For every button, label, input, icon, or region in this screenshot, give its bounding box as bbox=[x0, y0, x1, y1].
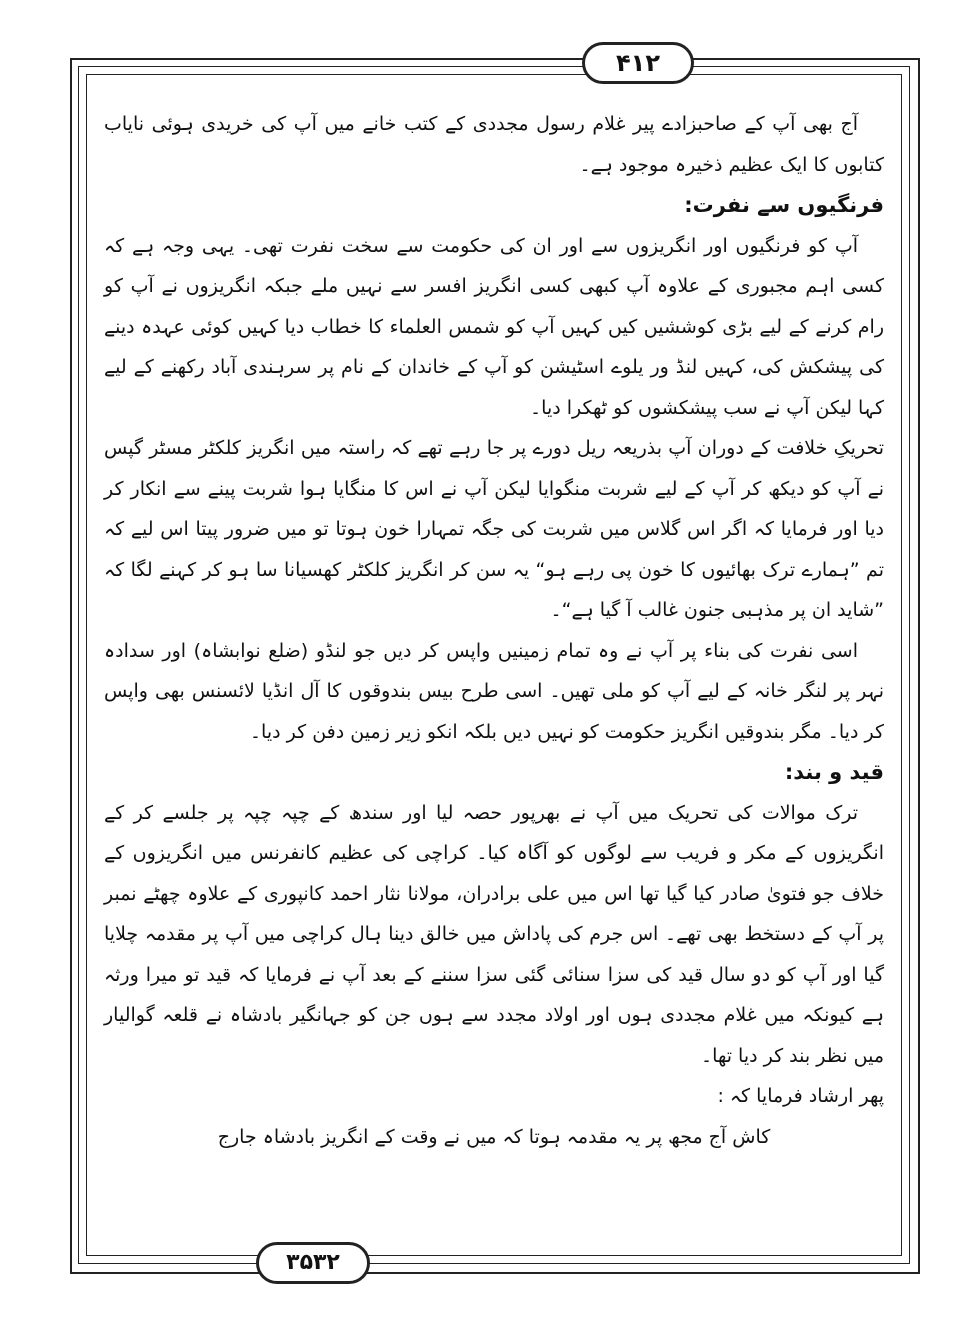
paragraph-imprisonment: ترک موالات کی تحریک میں آپ نے بھرپور حصہ لیا اور سندھ کے چپہ چپہ پر جلسے کر کے انگریزوں کے مکر و فریب سے لوگوں کو آگاہ کیا۔ کراچی کی عظیم کانفرنس میں انگریزوں کے خلاف جو فتویٰ صادر کیا گیا تھا اس میں علی برادران، مولانا نثار احمد کانپوری کے علاوہ چھٹے نمبر پر آپ کے دستخط بھی تھے۔ اس جرم کی پاداش میں خالق دینا ہال کراچی میں آپ پر مقدمہ چلایا گیا اور آپ کو دو سال قید کی سزا سنائی گئی سزا سننے کے بعد آپ نے فرمایا کہ قید تو میرا ورثہ ہے کیونکہ میں غلام مجددی ہوں اور اولاد مجدد سے ہوں جن کو جہانگیر بادشاہ نے قلعہ گوالیار میں نظر بند کر دیا تھا۔ bbox=[104, 801, 884, 1067]
page-number-bottom: ۳۵۳۲ bbox=[256, 1242, 370, 1284]
page-content bbox=[104, 104, 884, 1157]
heading-hatred: فرنگیوں سے نفرت: bbox=[684, 193, 884, 217]
paragraph-khilafat: تحریکِ خلافت کے دوران آپ بذریعہ ریل دورے پر جا رہے تھے کہ راستہ میں انگریز کلکٹر مسٹر گپس نے آپ کو دیکھ کر آپ کے لیے شربت منگوایا لیکن آپ نے اس کا منگایا ہوا شربت پینے سے انکار کر دیا اور فرمایا کہ اگر اس گلاس میں شربت کی جگہ تمہارا خون ہوتا تو میں ضرور پیتا اس لیے کہ تم ”ہمارے ترک بھائیوں کا خون پی رہے ہو“ یہ سن کر انگریز کلکٹر کھسیانا سا ہو کر کہنے لگا کہ ”شاید ان پر مذہبی جنون غالب آ گیا ہے“۔ bbox=[104, 437, 884, 621]
paragraph-hatred: آپ کو فرنگیوں اور انگریزوں سے اور ان کی حکومت سے سخت نفرت تھی۔ یہی وجہ ہے کہ کسی اہم مجبوری کے علاوہ آپ کبھی کسی انگریز افسر سے نہیں ملے جبکہ انگریزوں نے آپ کو رام کرنے کے لیے بڑی کوششیں کیں کہیں آپ کو شمس العلماء کا خطاب دیا کہیں کوئی عہدہ دینے کی پیشکش کی، کہیں لنڈ ور یلوے اسٹیشن کو آپ کے خاندان کے نام پر سرہندی آباد رکھنے کے لیے کہا لیکن آپ نے سب پیشکشوں کو ٹھکرا دیا۔ bbox=[104, 234, 884, 419]
paragraph-saying: پھر ارشاد فرمایا کہ : bbox=[717, 1085, 884, 1107]
page-number-top: ۴۱۲ bbox=[582, 42, 694, 84]
heading-imprisonment: قید و بند: bbox=[784, 760, 884, 784]
quote-line: کاش آج مجھ پر یہ مقدمہ ہوتا کہ میں نے وقت کے انگریز بادشاہ جارج bbox=[217, 1125, 771, 1148]
paragraph-lands: اسی نفرت کی بناء پر آپ نے وہ تمام زمینیں واپس کر دیں جو لنڈو (ضلع نوابشاہ) اور سدادہ نہر پر لنگر خانہ کے لیے آپ کو ملی تھیں۔ اسی طرح بیس بندوقوں کا آل انڈیا لائسنس بھی واپس کر دیا۔ مگر بندوقیں انگریز حکومت کو نہیں دیں بلکہ انکو زیر زمین دفن کر دیا۔ bbox=[104, 639, 884, 743]
paragraph-library: آج بھی آپ کے صاحبزادے پیر غلام رسول مجددی کے کتب خانے میں آپ کی خریدی ہوئی نایاب کتابوں کا ایک عظیم ذخیرہ موجود ہے۔ bbox=[104, 113, 884, 176]
